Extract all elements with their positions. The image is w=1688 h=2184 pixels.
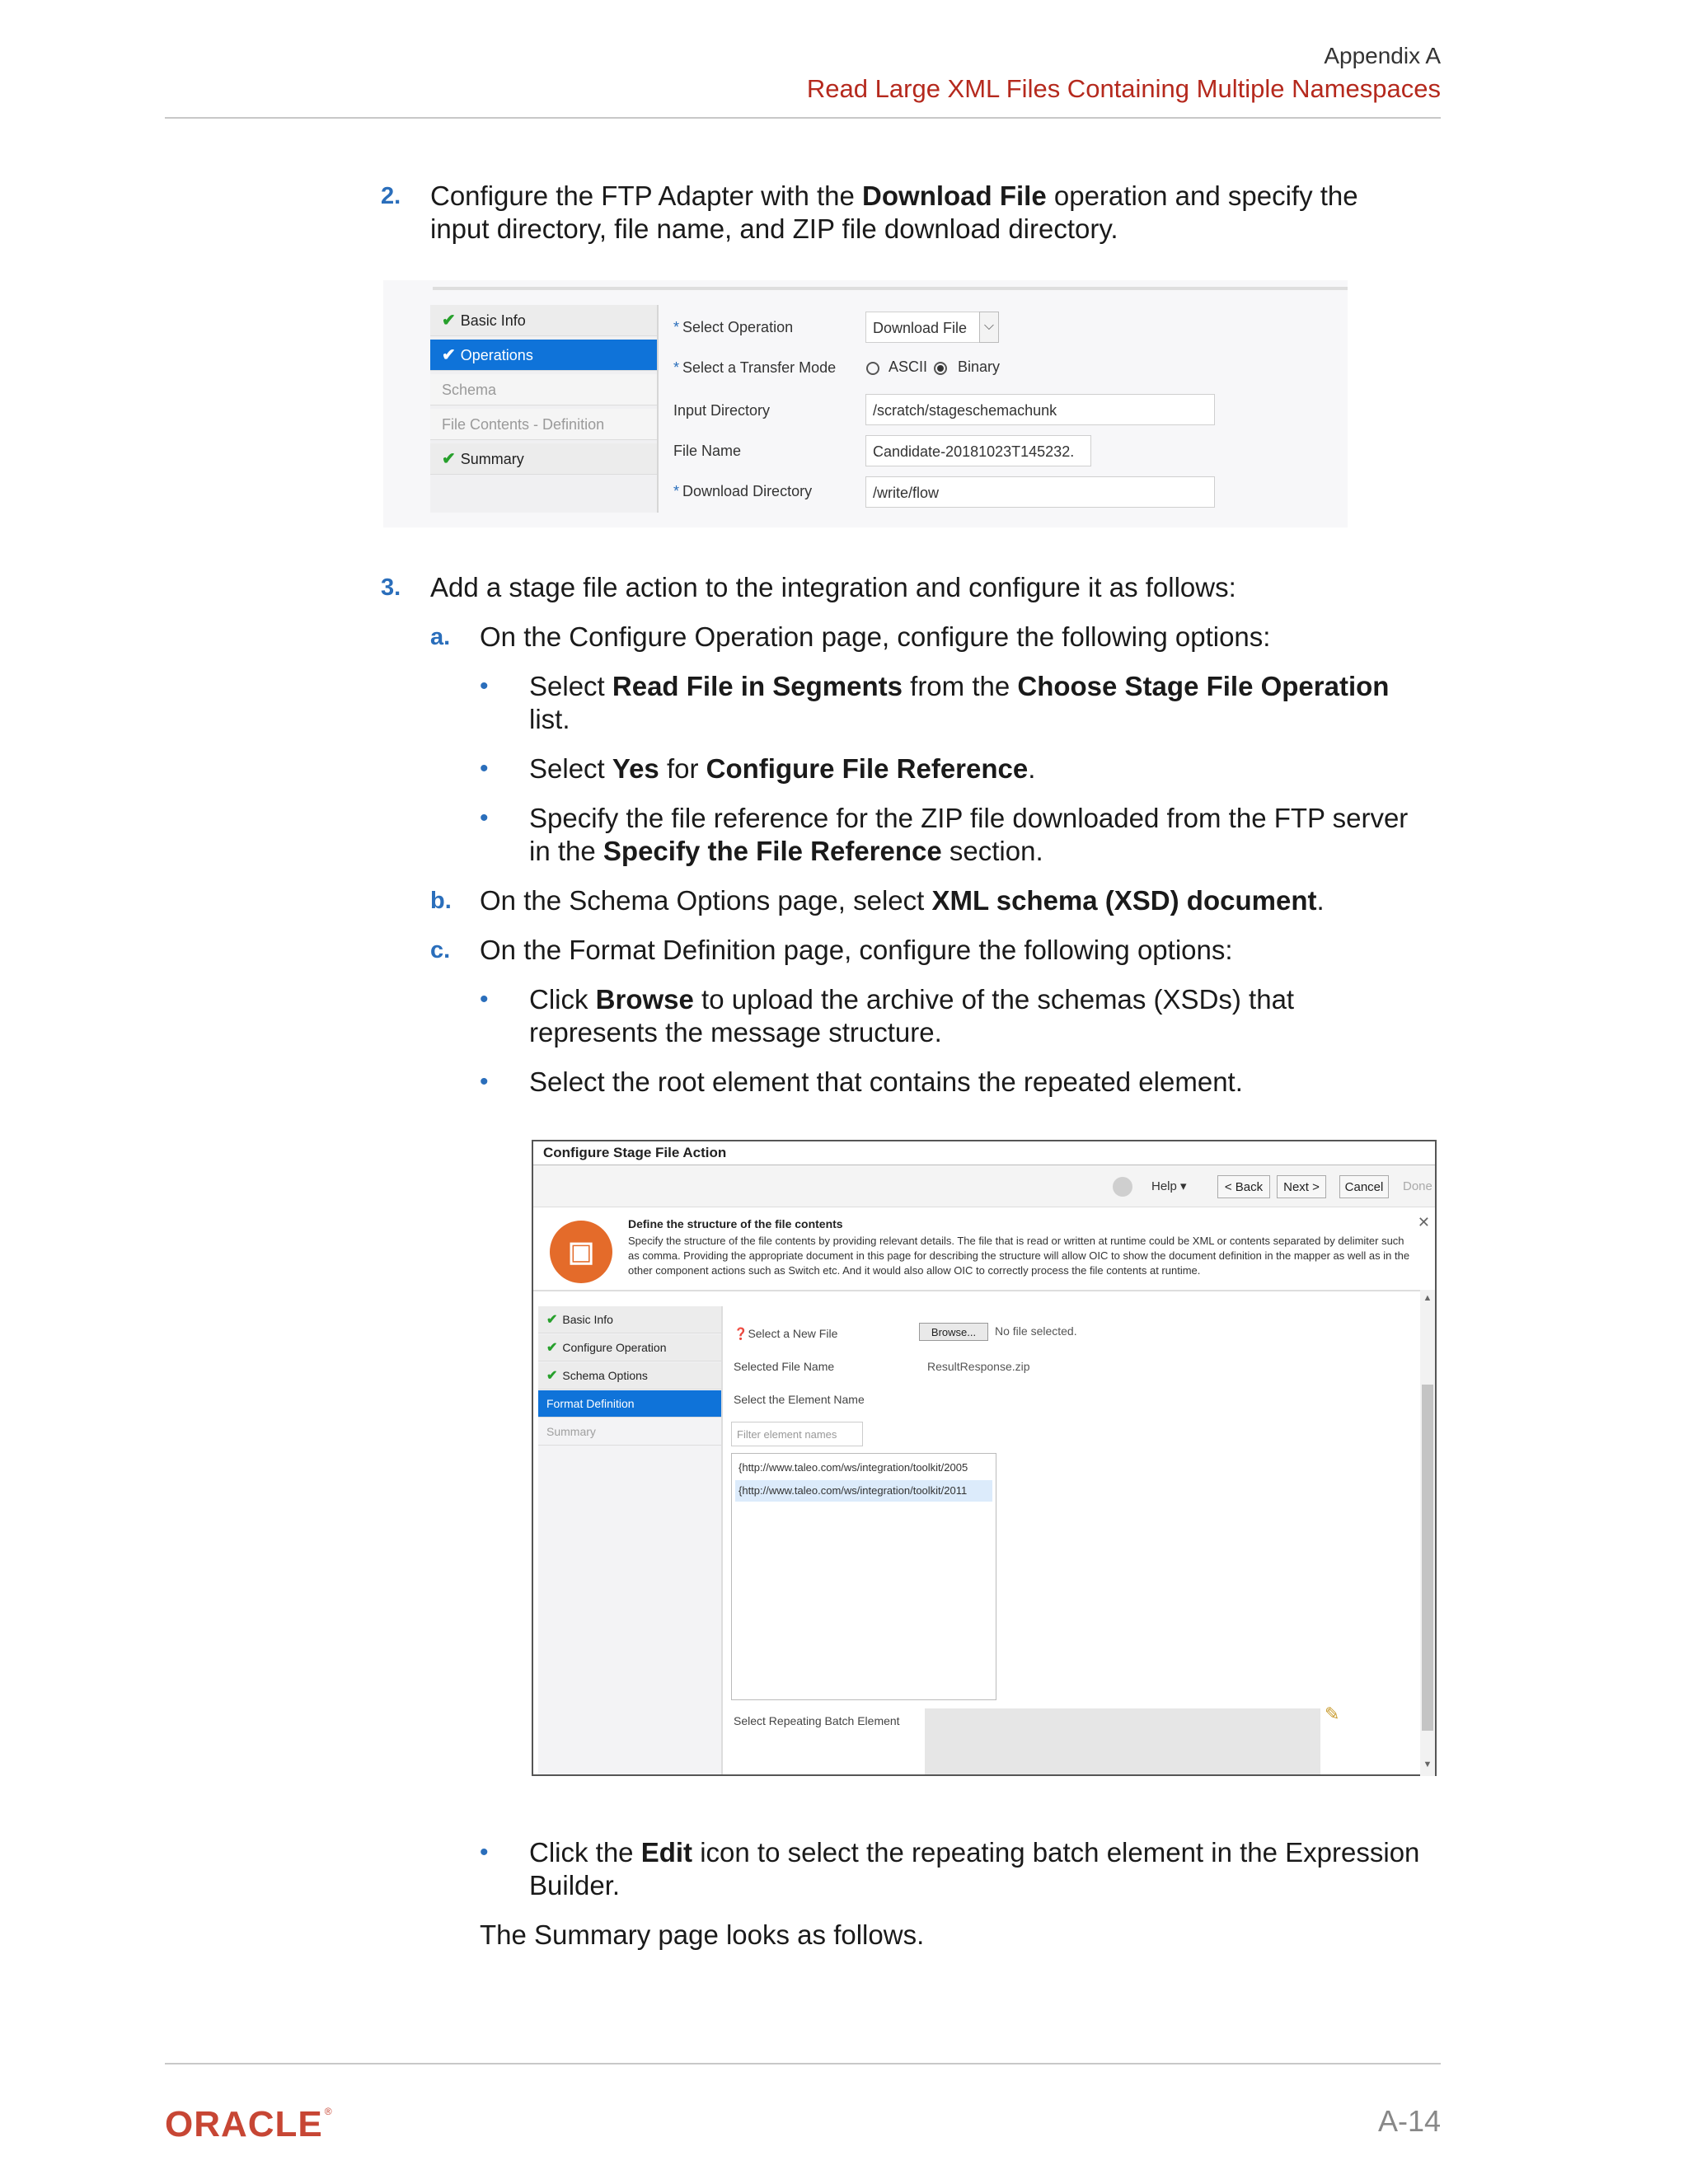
- chevron-down-icon[interactable]: ▼: [1423, 1760, 1432, 1769]
- list-item[interactable]: {http://www.taleo.com/ws/integration/toolkit/2011: [735, 1480, 992, 1502]
- help-icon[interactable]: [1113, 1177, 1132, 1197]
- wizard-nav-2: [538, 1306, 723, 1774]
- nav-item-summary[interactable]: ✔ Summary: [430, 443, 657, 475]
- file-name-field[interactable]: Candidate-20181023T145232.: [865, 435, 1091, 466]
- done-button[interactable]: Done: [1403, 1179, 1432, 1193]
- ascii-radio[interactable]: [866, 362, 879, 375]
- browse-button[interactable]: Browse...: [919, 1323, 988, 1341]
- header-appendix: Appendix A: [1324, 43, 1441, 68]
- step-3-text: Add a stage file action to the integration and configure it as follows:: [430, 572, 1236, 602]
- download-directory-field[interactable]: /write/flow: [865, 476, 1215, 508]
- download-directory-label: * Download Directory: [673, 483, 813, 499]
- stage-file-icon: ▣: [550, 1221, 612, 1283]
- check-icon: ✔: [546, 1313, 558, 1327]
- bullet-a2: Select Yes for Configure File Reference.: [529, 753, 1036, 784]
- wizard-nav: [430, 305, 659, 513]
- nav-item-format-definition[interactable]: Format Definition: [538, 1390, 721, 1418]
- substep-b-marker: b.: [430, 888, 452, 914]
- step-3-number: 3.: [381, 574, 401, 601]
- select-new-file-label: ❓Select a New File: [734, 1327, 838, 1340]
- bullet-a1-line2: list.: [529, 704, 570, 734]
- element-list[interactable]: [731, 1453, 996, 1700]
- nav-item-summary: Summary: [538, 1418, 721, 1446]
- nav-item-file-contents: File Contents - Definition: [430, 409, 657, 440]
- page-number: A-14: [1377, 2104, 1441, 2138]
- step-2-line1: Configure the FTP Adapter with the Download File operation and specify the: [430, 180, 1358, 211]
- substep-b-text: On the Schema Options page, select XML schema (XSD) document.: [480, 885, 1325, 916]
- nav-item-operations[interactable]: ✔ Operations: [430, 340, 657, 371]
- selected-file-label: Selected File Name: [734, 1360, 835, 1373]
- help-menu[interactable]: Help ▾: [1151, 1179, 1187, 1193]
- stage-file-screenshot: [532, 1140, 1437, 1776]
- ftp-adapter-screenshot: [383, 280, 1348, 527]
- selected-file-value: ResultResponse.zip: [927, 1360, 1030, 1373]
- scrollbar-thumb[interactable]: [1422, 1385, 1433, 1731]
- bullet-c2: Select the root element that contains the repeated element.: [529, 1066, 1243, 1097]
- select-operation-label: * Select Operation: [673, 319, 794, 335]
- input-directory-field[interactable]: /scratch/stageschemachunk: [865, 394, 1215, 425]
- vertical-scrollbar[interactable]: [1420, 1290, 1435, 1776]
- nav-item-basic-info[interactable]: ✔ Basic Info: [538, 1306, 721, 1333]
- ascii-label: ASCII: [889, 359, 928, 375]
- close-icon[interactable]: ✕: [1417, 1214, 1430, 1230]
- check-icon: ✔: [442, 312, 456, 330]
- back-button[interactable]: < Back: [1217, 1175, 1270, 1198]
- batch-element-field: [925, 1708, 1320, 1774]
- no-file-text: No file selected.: [995, 1324, 1077, 1338]
- next-button[interactable]: Next >: [1277, 1175, 1326, 1198]
- substep-a-text: On the Configure Operation page, configure the following options:: [480, 621, 1271, 652]
- element-name-label: Select the Element Name: [734, 1393, 865, 1406]
- header-divider: [165, 117, 1441, 119]
- screenshot-top-divider: [433, 287, 1348, 290]
- dialog-title: Configure Stage File Action: [543, 1145, 727, 1160]
- footer-divider: [165, 2063, 1441, 2064]
- substep-c-text: On the Format Definition page, configure the following options:: [480, 935, 1233, 965]
- summary-note: The Summary page looks as follows.: [480, 1919, 925, 1950]
- step-2-line2: input directory, file name, and ZIP file download directory.: [430, 213, 1118, 244]
- info-text: Specify the structure of the file contents by providing relevant details. The file that is read or written at runtime could be XML or contents separated by delimiter such as comma. Providing the appropriate document in this page for describing the structure will allow OIC to show the document definition in the mapper as well as in the other component actions such as Switch etc. And it would also allow OIC to correctly process the file contents at runtime.: [628, 1235, 1410, 1277]
- bullet-a3-line1: Specify the file reference for the ZIP file downloaded from the FTP server: [529, 803, 1409, 833]
- info-heading: Define the structure of the file contents: [628, 1217, 843, 1230]
- bullet-a1-line1: Select Read File in Segments from the Choose Stage File Operation: [529, 671, 1390, 701]
- bullet-c1-line1: Click Browse to upload the archive of the schemas (XSDs) that: [529, 984, 1295, 1015]
- chevron-up-icon[interactable]: ▲: [1423, 1293, 1432, 1303]
- dialog-toolbar: [533, 1165, 1435, 1207]
- input-directory-label: Input Directory: [673, 402, 771, 419]
- substep-c-marker: c.: [430, 937, 451, 963]
- list-item[interactable]: {http://www.taleo.com/ws/integration/toolkit/2005: [738, 1461, 968, 1474]
- check-icon: ✔: [546, 1341, 558, 1355]
- cancel-button[interactable]: Cancel: [1339, 1175, 1389, 1198]
- question-icon: ❓: [734, 1327, 748, 1340]
- oracle-logo: ORACLE ®: [165, 2104, 333, 2144]
- filter-element-input[interactable]: Filter element names: [731, 1422, 863, 1446]
- info-banner: [533, 1207, 1435, 1291]
- bullet-a3-line2: in the Specify the File Reference section.: [529, 836, 1043, 866]
- binary-radio[interactable]: [934, 362, 947, 375]
- substep-a-marker: a.: [430, 624, 451, 650]
- bullet-c1-line2: represents the message structure.: [529, 1017, 942, 1047]
- step-2-number: 2.: [381, 183, 401, 209]
- edit-icon[interactable]: ✎: [1325, 1704, 1340, 1724]
- file-name-label: File Name: [673, 443, 742, 459]
- nav-item-schema: Schema: [430, 374, 657, 405]
- select-operation-dropdown[interactable]: Download File: [865, 312, 981, 343]
- binary-label: Binary: [958, 359, 1001, 375]
- bullet-icon: •: [480, 755, 489, 782]
- check-icon: ✔: [442, 346, 456, 364]
- check-icon: ✔: [442, 450, 456, 468]
- bullet-icon: •: [480, 1068, 489, 1095]
- bullet-icon: •: [480, 986, 489, 1013]
- nav-item-basic-info[interactable]: ✔ Basic Info: [430, 305, 657, 336]
- check-icon: ✔: [546, 1369, 558, 1383]
- batch-element-label: Select Repeating Batch Element: [734, 1714, 900, 1727]
- bullet-icon: •: [480, 804, 489, 832]
- bullet-icon: •: [480, 1839, 489, 1866]
- nav-item-schema-options[interactable]: ✔ Schema Options: [538, 1362, 721, 1390]
- bullet-edit-line1: Click the Edit icon to select the repeating batch element in the Expression: [529, 1837, 1420, 1868]
- bullet-edit-line2: Builder.: [529, 1870, 621, 1900]
- bullet-icon: •: [480, 673, 489, 700]
- header-title: Read Large XML Files Containing Multiple Namespaces: [806, 74, 1441, 103]
- nav-item-configure-operation[interactable]: ✔ Configure Operation: [538, 1334, 721, 1361]
- chevron-down-icon[interactable]: ⌵: [979, 312, 999, 343]
- transfer-mode-label: * Select a Transfer Mode: [673, 359, 837, 376]
